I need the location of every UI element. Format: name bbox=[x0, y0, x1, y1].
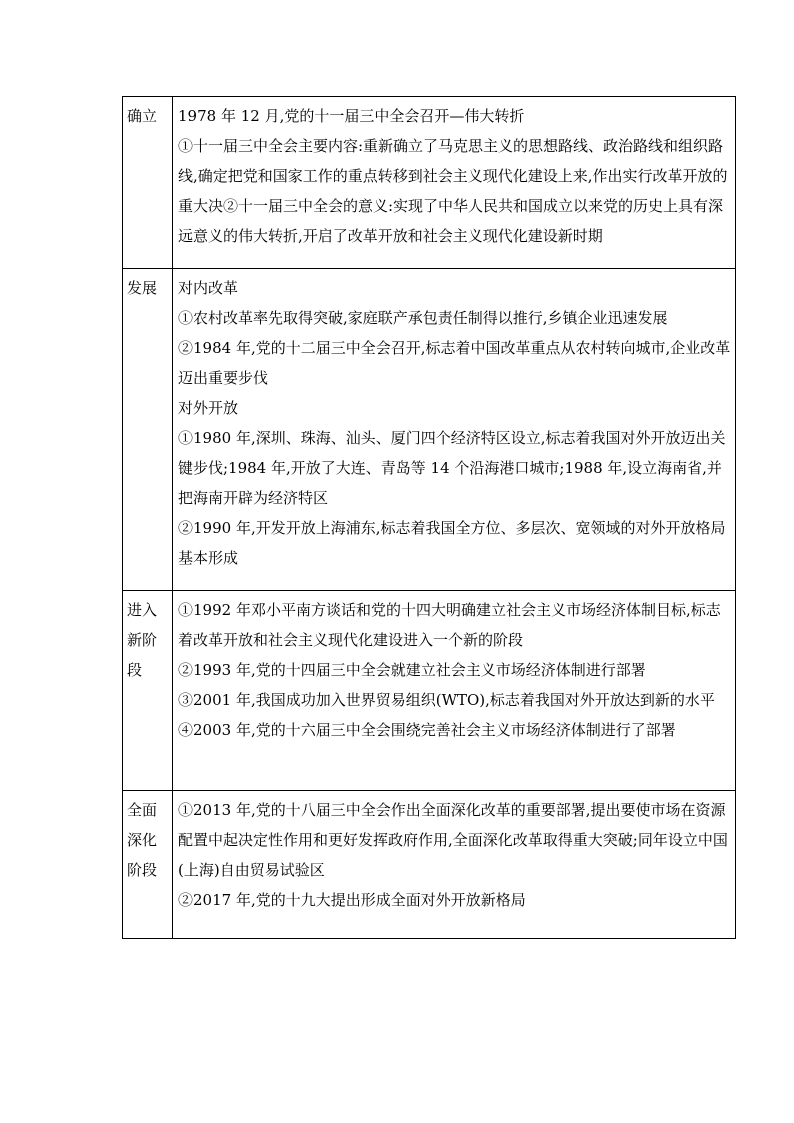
content-line: ①农村改革率先取得突破,家庭联产承包责任制得以推行,乡镇企业迅速发展 bbox=[178, 309, 668, 327]
row-content-cell bbox=[173, 97, 736, 269]
table-row-develop bbox=[123, 269, 736, 591]
content-line: ①十一届三中全会主要内容:重新确立了马克思主义的思想路线、政治路线和组织路线,确定把党和国家工作的重点转移到社会主义现代化建设上来,作出实行改革开放的重大决②十一届三中全会的意义:实现了中华人民共和国成立以来党的历史上具有深远意义的伟大转折,开启了改革开放和社会主义现代化建设新时期 bbox=[178, 137, 728, 245]
row-label: 发展 bbox=[127, 279, 158, 297]
row-label: 全面深化阶段 bbox=[127, 801, 158, 879]
content-line: ④2003 年,党的十六届三中全会围绕完善社会主义市场经济体制进行了部署 bbox=[178, 721, 676, 739]
row-content-cell bbox=[173, 269, 736, 591]
row-label: 确立 bbox=[127, 107, 158, 125]
content-line: 1978 年 12 月,党的十一届三中全会召开—伟大转折 bbox=[178, 107, 525, 125]
content-line: 对内改革 bbox=[178, 279, 239, 297]
row-label-cell bbox=[123, 269, 173, 591]
row-label-cell bbox=[123, 791, 173, 939]
content-line: ②1990 年,开发开放上海浦东,标志着我国全方位、多层次、宽领域的对外开放格局基本形成 bbox=[178, 519, 726, 567]
table-row-deepening bbox=[123, 791, 736, 939]
content-line: ①2013 年,党的十八届三中全会作出全面深化改革的重要部署,提出要使市场在资源配置中起决定性作用和更好发挥政府作用,全面深化改革取得重大突破;同年设立中国(上海)自由贸易试验区 bbox=[178, 801, 728, 879]
content-line: ③2001 年,我国成功加入世界贸易组织(WTO),标志着我国对外开放达到新的水平 bbox=[178, 691, 715, 709]
content-line: ①1992 年邓小平南方谈话和党的十四大明确建立社会主义市场经济体制目标,标志着改革开放和社会主义现代化建设进入一个新的阶段 bbox=[178, 601, 721, 649]
content-line: ②1984 年,党的十二届三中全会召开,标志着中国改革重点从农村转向城市,企业改革迈出重要步伐 bbox=[178, 339, 731, 387]
content-line: 对外开放 bbox=[178, 399, 239, 417]
table-row-new-stage bbox=[123, 591, 736, 791]
content-line: ②2017 年,党的十九大提出形成全面对外开放新格局 bbox=[178, 891, 526, 909]
reform-history-table bbox=[122, 96, 736, 939]
row-content-cell bbox=[173, 791, 736, 939]
content-line: ②1993 年,党的十四届三中全会就建立社会主义市场经济体制进行部署 bbox=[178, 661, 646, 679]
row-label: 进入新阶段 bbox=[127, 601, 158, 679]
row-content-cell bbox=[173, 591, 736, 791]
content-line: ①1980 年,深圳、珠海、汕头、厦门四个经济特区设立,标志着我国对外开放迈出关键步伐;1984 年,开放了大连、青岛等 14 个沿海港口城市;1988 年,设立海南省,并把海南开辟为经济特区 bbox=[178, 429, 726, 507]
row-label-cell bbox=[123, 97, 173, 269]
table-row-establish bbox=[123, 97, 736, 269]
row-label-cell bbox=[123, 591, 173, 791]
